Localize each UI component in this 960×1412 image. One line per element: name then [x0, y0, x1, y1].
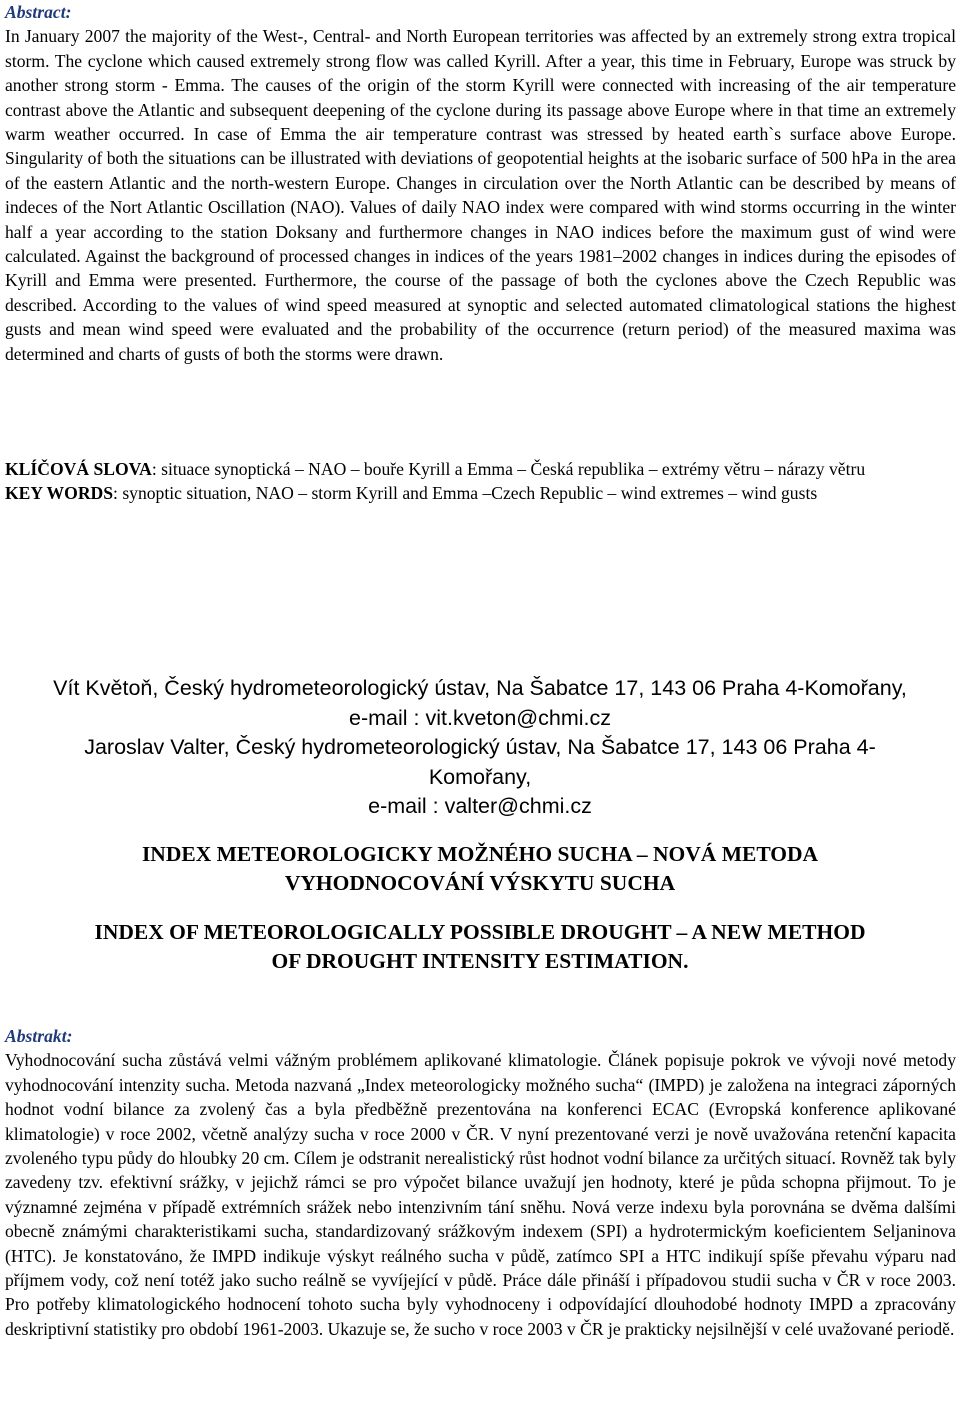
keywords-section [5, 457, 956, 506]
abstract-cz-label: Abstrakt: [5, 1026, 73, 1046]
keywords-en-label: KEY WORDS [5, 483, 114, 504]
keywords-cz-label: KLÍČOVÁ SLOVA [5, 459, 152, 479]
abstract-en-section [5, 0, 956, 366]
title-en-line2: OF DROUGHT INTENSITY ESTIMATION. [271, 949, 689, 973]
abstract-cz-text: Vyhodnocování sucha zůstává velmi vážným problémem aplikované klimatologie. Článek popisuje pokrok ve vývoji nové metody vyhodnocování intenzity sucha. Metoda nazvaná „Index meteorologicky možného sucha“ (IMPD) je založena na integraci záporných hodnot vodní bilance za zvolený čas a byla předběžně prezentována na konferenci ECAC (Evropská konference aplikované klimatologie) v roce 2002, včetně analýzy sucha v roce 2000 v ČR. V nyní prezentované verzi je nově uvažována retenční kapacita zvoleného typu půdy do hloubky 20 cm. Cílem je odstranit nerealistický růst hodnot vodní bilance za určitých situací. Rovněž tak byly zavedeny tzv. efektivní srážky, v jejichž rámci se pro výpočet bilance uvažují jen hodnoty, které je půda schopna přijmout. To je významné zejména v případě extrémních srážek nebo intenzivním tání sněhu. Nová verze indexu byla porovnána se dvěma dalšími obecně známými charakteristikami sucha, standardizovaný srážkovým indexem (SPI) a hydrotermickým koeficientem Seljaninova (HTC). Je konstatováno, že IMPD indikuje výskyt reálného sucha v půdě, zatímco SPI a HTC indikují spíše převahu výparu nad příjmem vody, což není totéž jako sucho reálně se vyvíjející v půdě. Práce dále přináší i případovou studii sucha v ČR v roce 2003. Pro potřeby klimatologického hodnocení tohoto sucha byly vyhodnoceny i odpovídající dlouhodobé hodnoty IMPD a zpracovány deskriptivní statistiky pro období 1961-2003. Ukazuje se, že sucho v roce 2003 v ČR je prakticky nejsilnější v celé uvažované periodě. [5, 1050, 956, 1339]
title-cz-line2: VYHODNOCOVÁNÍ VÝSKYTU SUCHA [284, 871, 676, 895]
authors-block [0, 674, 960, 822]
abstract-en-text: In January 2007 the majority of the West-, Central- and North European territories was affected by an extremely strong extra tropical storm. The cyclone which caused extremely strong flow was called Kyrill. After a year, this time in February, Europe was struck by another strong storm - Emma. The causes of the origin of the storm Kyrill were connected with increasing of the air temperature contrast above the Atlantic and subsequent deepening of the cyclone during its passage above Europe where in that time an extremely warm weather occurred. In case of Emma the air temperature contrast was stressed by heated earth`s surface above Europe. Singularity of both the situations can be illustrated with deviations of geopotential heights at the isobaric surface of 500 hPa in the area of the eastern Atlantic and the north-western Europe. Changes in circulation over the North Atlantic can be described by means of indeces of the Nort Atlantic Oscillation (NAO). Values of daily NAO index were compared with wind storms occurring in the winter half a year according to the station Doksany and furthermore changes in NAO indices before the maximum gust of wind were calculated. Against the background of processed changes in indices of the years 1981–2002 changes in indices during the episodes of Kyrill and Emma were presented. Furthermore, the course of the passage of both the cyclones above the Czech Republic was described. According to the values of wind speed measured at synoptic and selected automated climatological stations the highest gusts and mean wind speed were evaluated and the probability of the occurrence (return period) of the measured maxima was determined and charts of gusts of both the storms were drawn. [5, 26, 956, 364]
title-en-line1: INDEX OF METEOROLOGICALLY POSSIBLE DROUGHT – A NEW METHOD [94, 920, 866, 944]
author-2-affiliation: Jaroslav Valter, Český hydrometeorologický ústav, Na Šabatce 17, 143 06 Praha 4- [84, 735, 876, 759]
keywords-cz-text: : situace synoptická – NAO – bouře Kyrill a Emma – Česká republika – extrémy větru – nárazy větru [151, 459, 866, 479]
author-2-affiliation-cont: Komořany, [428, 764, 532, 789]
keywords-en-text: : synoptic situation, NAO – storm Kyrill and Emma –Czech Republic – wind extremes – wind gusts [113, 483, 818, 504]
keywords-cz [5, 457, 956, 481]
title-cz-line1: INDEX METEOROLOGICKY MOŽNÉHO SUCHA – NOVÁ METODA [141, 842, 819, 866]
title-cz [0, 840, 960, 898]
title-en [0, 918, 960, 976]
keywords-en [5, 481, 956, 505]
abstract-cz-section [5, 1024, 956, 1341]
author-1-affiliation: Vít Květoň, Český hydrometeorologický ústav, Na Šabatce 17, 143 06 Praha 4-Komořany, [53, 676, 907, 700]
author-2-email: e-mail : valter@chmi.cz [368, 794, 592, 818]
abstract-en-label: Abstract: [5, 2, 72, 22]
author-1-email: e-mail : vit.kveton@chmi.cz [349, 705, 611, 730]
